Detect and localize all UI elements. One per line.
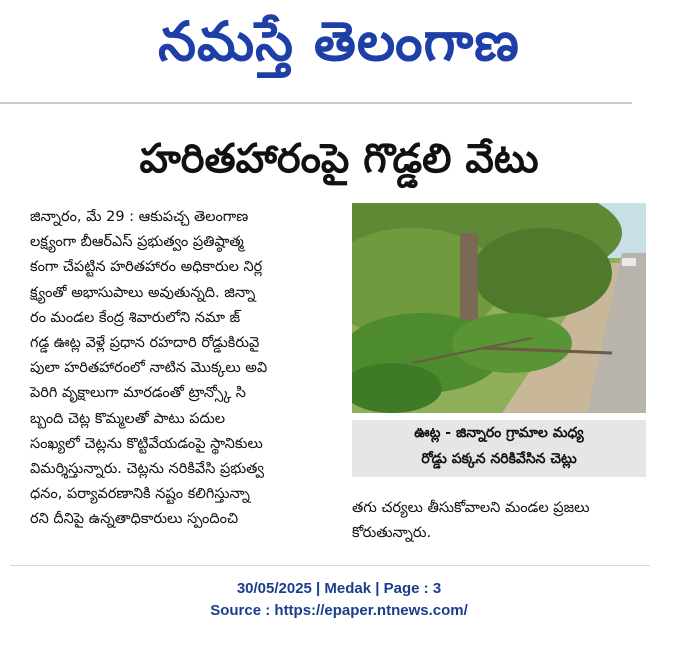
- masthead: [0, 0, 678, 100]
- body-line: సంఖ్యలో చెట్లను కొట్టివేయడంపై స్థానికులు: [30, 435, 263, 452]
- body-line: గడ్డ ఊట్ల వెళ్లే ప్రధాన రహదారి రోడ్డుకిరువై: [30, 334, 260, 351]
- page-footer: [0, 578, 678, 622]
- body-line: పెరిగి వృక్షాలుగా మారడంతో ట్రాన్స్కో సి: [30, 385, 246, 402]
- article-headline: హరితహారంపై గొడ్డలి వేటు: [139, 136, 539, 182]
- photo-caption: [352, 420, 646, 477]
- body-line: ధనం, పర్యావరణానికి నష్టం కలిగిస్తున్నా: [30, 486, 250, 503]
- publication-info: 30/05/2025 | Medak | Page : 3: [236, 580, 442, 597]
- article-continuation: [352, 496, 650, 546]
- body-line: తగు చర్యలు తీసుకోవాలని మండల ప్రజలు: [352, 500, 590, 516]
- article-body: [30, 205, 336, 532]
- article-photo: [352, 203, 646, 413]
- newspaper-logo: నమస్తే తెలంగాణ: [158, 10, 520, 73]
- body-line: రని దీనిపై ఉన్నతాధికారులు స్పందించి: [30, 511, 239, 528]
- divider: [10, 565, 650, 566]
- body-line: విమర్శిస్తున్నారు. చెట్లను నరికివేసి ప్రభుత్వ: [30, 460, 265, 477]
- felled-trees-photo: [352, 203, 646, 413]
- caption-line: ఊట్ల - జిన్నారం గ్రామాల మధ్య: [414, 425, 584, 441]
- body-line: కంగా చేపట్టిన హరితహారం అధికారుల నిర్ల: [30, 259, 263, 276]
- caption-line: రోడ్డు పక్కన నరికివేసిన చెట్లు: [421, 451, 577, 467]
- body-line: బ్బంది చెట్ల కొమ్మలతో పాటు పదుల: [30, 410, 226, 427]
- body-line: జిన్నారం, మే 29 : ఆకుపచ్చ తెలంగాణ: [30, 209, 249, 225]
- body-line: క్ష్యంతో అభాసుపాలు అవుతున్నది. జిన్నా: [30, 284, 256, 301]
- body-line: రం మండల కేంద్ర శివారులోని నమా జ్: [30, 309, 241, 326]
- body-line: కోరుతున్నారు.: [352, 525, 432, 541]
- divider: [0, 102, 632, 104]
- body-line: పులా హరితహారంలో నాటిన మొక్కలు అవి: [30, 360, 268, 377]
- source-link[interactable]: Source : https://epaper.ntnews.com/: [210, 602, 468, 619]
- body-line: లక్ష్యంగా బీఆర్ఎస్ ప్రభుత్వం ప్రతిష్ఠాత్మ: [30, 234, 244, 251]
